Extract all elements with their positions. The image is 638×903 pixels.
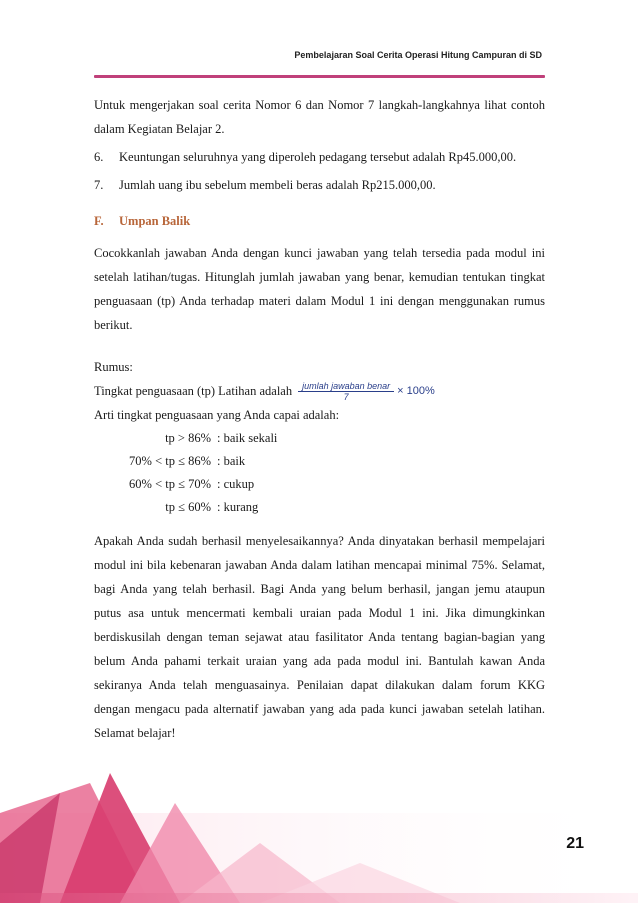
formula-numerator: jumlah jawaban benar (298, 381, 394, 392)
criteria-condition: 60% < tp ≤ 70% (129, 477, 211, 491)
page-number: 21 (566, 835, 584, 852)
criteria-row (94, 473, 545, 496)
formula-line-label: Tingkat penguasaan (tp) Latihan adalah (94, 384, 293, 398)
section-number: F. (94, 214, 104, 228)
formula-fraction (298, 381, 394, 402)
formula-denominator: 7 (343, 391, 349, 402)
criteria-description: : baik sekali (217, 431, 278, 445)
criteria-condition: tp ≤ 60% (165, 500, 211, 514)
criteria-row (94, 450, 545, 473)
criteria-row (94, 427, 545, 450)
intro-paragraph: Untuk mengerjakan soal cerita Nomor 6 dan Nomor 7 langkah-langkahnya lihat contoh dalam Kegiatan Belajar 2. (94, 98, 545, 136)
criteria-description: : kurang (217, 500, 259, 514)
answer-text: Keuntungan seluruhnya yang diperoleh pedagang tersebut adalah Rp45.000,00. (119, 150, 517, 164)
formula-label: Rumus: (94, 360, 133, 374)
header-divider (94, 75, 545, 78)
criteria-condition: 70% < tp ≤ 86% (129, 454, 211, 468)
criteria-condition: tp > 86% (165, 431, 211, 445)
criteria-intro: Arti tingkat penguasaan yang Anda capai adalah: (94, 408, 340, 422)
criteria-description: : baik (217, 454, 246, 468)
formula-multiplier: × 100% (397, 385, 435, 397)
section-heading (94, 209, 545, 233)
criteria-description: : cukup (217, 477, 255, 491)
answer-item (94, 173, 545, 197)
answer-item (94, 145, 545, 169)
criteria-row (94, 496, 545, 519)
answer-number: 6. (94, 150, 104, 164)
section-title: Umpan Balik (119, 214, 191, 228)
decorative-footer-graphic (0, 753, 638, 903)
closing-paragraph: Apakah Anda sudah berhasil menyelesaikannya? Anda dinyatakan berhasil mempelajari modul ini bila kebenaran jawaban Anda dalam latihan mencapai minimal 75%. Selamat, bagi Anda yang telah berhasil. Bagi Anda yang belum berhasil, jangan jemu ataupun putus asa untuk mencermati kembali uraian pada Modul 1 ini. Jika dimungkinkan berdiskusilah dengan teman sejawat atau fasilitator Anda tentang bagian-bagian yang belum Anda pahami terkait uraian yang ada pada modul ini. Bantulah kawan Anda sekiranya Anda telah menguasainya. Penilaian dapat dilakukan dalam forum KKG dengan mengacu pada alternatif jawaban yang ada pada kunci jawaban setelah latihan. Selamat belajar! (94, 534, 545, 740)
answer-number: 7. (94, 178, 104, 192)
page-body (94, 93, 545, 745)
formula-line (94, 379, 545, 403)
feedback-paragraph: Cocokkanlah jawaban Anda dengan kunci jawaban yang telah tersedia pada modul ini setelah latihan/tugas. Hitunglah jumlah jawaban yang benar, kemudian tentukan tingkat penguasaan (tp) Anda terhadap materi dalam Modul 1 ini dengan menggunakan rumus berikut. (94, 246, 545, 332)
running-header: Pembelajaran Soal Cerita Operasi Hitung Campuran di SD (294, 50, 542, 60)
answer-text: Jumlah uang ibu sebelum membeli beras adalah Rp215.000,00. (119, 178, 436, 192)
